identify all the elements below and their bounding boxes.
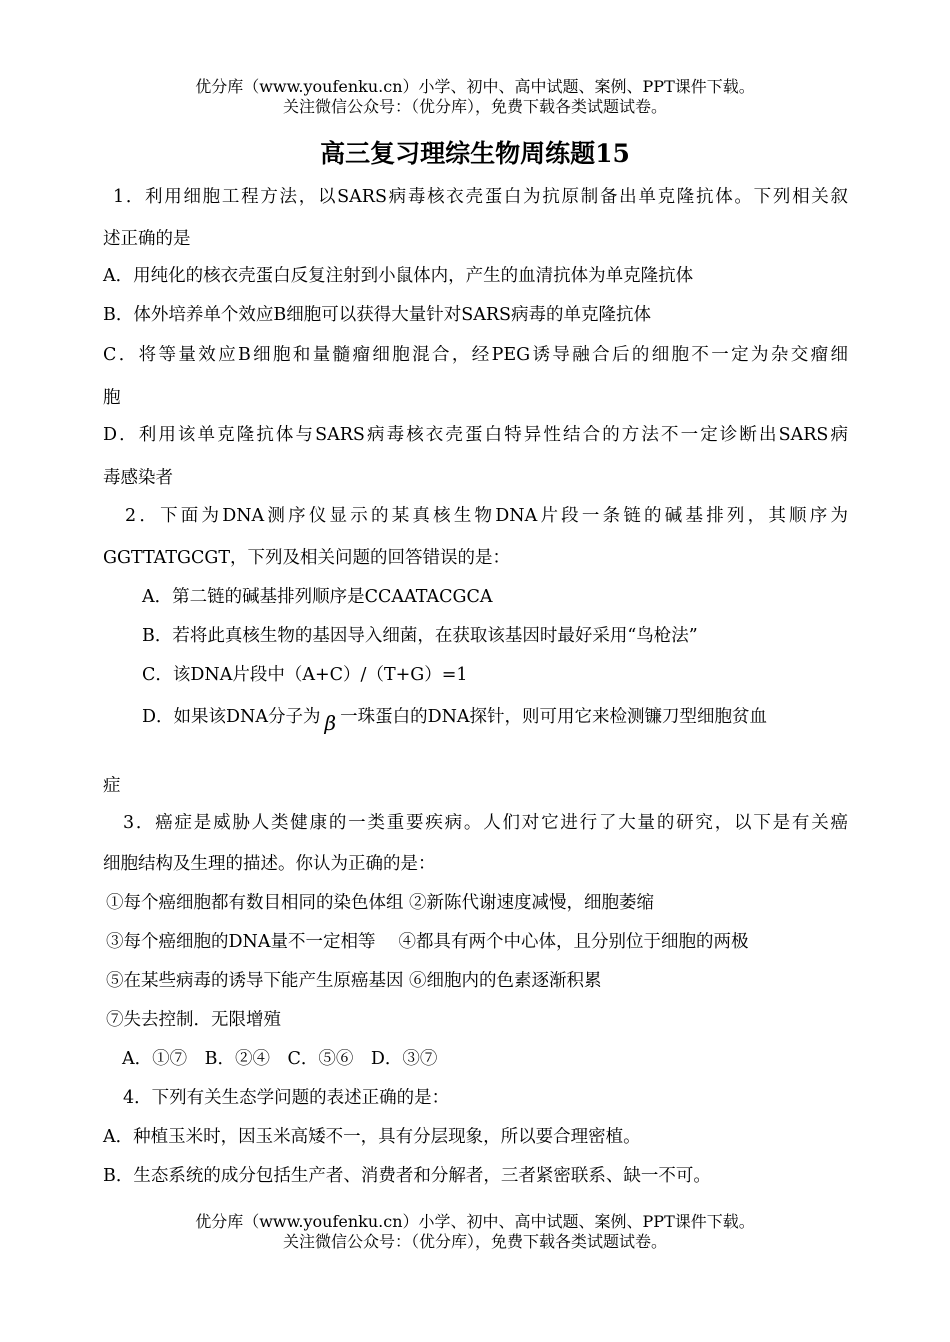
header-line-1: 优分库（www.youfenku.cn）小学、初中、高中试题、案例、PPT课件下载。 — [195, 77, 755, 96]
page-title: 高三复习理综生物周练题15 — [320, 139, 630, 168]
q3-statement-4: ⑦失去控制．无限增殖 — [106, 1010, 281, 1030]
footer-line-2: 关注微信公众号：（优分库），免费下载各类试题试卷。 — [282, 1232, 667, 1251]
q3-statement-1: ①每个癌细胞都有数目相同的染色体组 ②新陈代谢速度减慢，细胞萎缩 — [106, 893, 655, 913]
q1-option-b: B．体外培养单个效应B细胞可以获得大量针对SARS病毒的单克隆抗体 — [103, 305, 652, 325]
q1-option-c-line-1: C．将等量效应B细胞和量髓瘤细胞混合，经PEG诱导融合后的细胞不一定为杂交瘤细 — [103, 345, 848, 365]
q2-stem-line-1: 2．下面为DNA测序仪显示的某真核生物DNA片段一条链的碱基排列，其顺序为 — [125, 506, 848, 526]
q3-stem-line-2: 细胞结构及生理的描述。你认为正确的是： — [103, 854, 436, 874]
q2-option-d-post: 一珠蛋白的DNA探针，则可用它来检测镰刀型细胞贫血 — [340, 707, 768, 727]
q4-option-a: A．种植玉米时，因玉米高矮不一，具有分层现象，所以要合理密植。 — [103, 1127, 641, 1147]
q4-stem: 4．下列有关生态学问题的表述正确的是： — [123, 1088, 450, 1108]
q2-option-d-line-2: 症 — [103, 776, 121, 796]
q2-option-c: C．该DNA片段中（A+C）/（T+G）=1 — [142, 665, 468, 685]
beta-symbol: β — [324, 711, 337, 735]
footer-line-1: 优分库（www.youfenku.cn）小学、初中、高中试题、案例、PPT课件下载。 — [195, 1212, 755, 1231]
q3-statement-2: ③每个癌细胞的DNA量不一定相等 ④都具有两个中心体，且分别位于细胞的两极 — [106, 932, 749, 952]
q3-options: A．①⑦ B．②④ C．⑤⑥ D．③⑦ — [122, 1049, 438, 1069]
q1-stem-line-2: 述正确的是 — [103, 229, 191, 249]
q2-stem-line-2: GGTTATGCGT，下列及相关问题的回答错误的是： — [103, 548, 511, 568]
q4-option-b: B．生态系统的成分包括生产者、消费者和分解者，三者紧密联系、缺一不可。 — [103, 1166, 711, 1186]
q1-stem-line-1: 1．利用细胞工程方法，以SARS病毒核衣壳蛋白为抗原制备出单克隆抗体。下列相关叙 — [113, 187, 848, 207]
q3-stem-line-1: 3．癌症是威胁人类健康的一类重要疾病。人们对它进行了大量的研究，以下是有关癌 — [123, 813, 848, 833]
q2-option-b: B．若将此真核生物的基因导入细菌，在获取该基因时最好采用“鸟枪法” — [142, 626, 698, 646]
q2-option-a: A．第二链的碱基排列顺序是CCAATACGCA — [142, 587, 493, 607]
q1-option-c-line-2: 胞 — [103, 388, 121, 408]
q2-option-d-pre: D．如果该DNA分子为 — [142, 707, 321, 727]
q1-option-d-line-2: 毒感染者 — [103, 468, 173, 488]
q1-option-a: A．用纯化的核衣壳蛋白反复注射到小鼠体内，产生的血清抗体为单克隆抗体 — [103, 266, 694, 286]
q3-statement-3: ⑤在某些病毒的诱导下能产生原癌基因 ⑥细胞内的色素逐渐积累 — [106, 971, 602, 991]
q1-option-d-line-1: D．利用该单克隆抗体与SARS病毒核衣壳蛋白特异性结合的方法不一定诊断出SARS病 — [103, 425, 848, 445]
q2-option-d-line-1 — [142, 704, 848, 735]
header-line-2: 关注微信公众号：（优分库），免费下载各类试题试卷。 — [282, 97, 667, 116]
